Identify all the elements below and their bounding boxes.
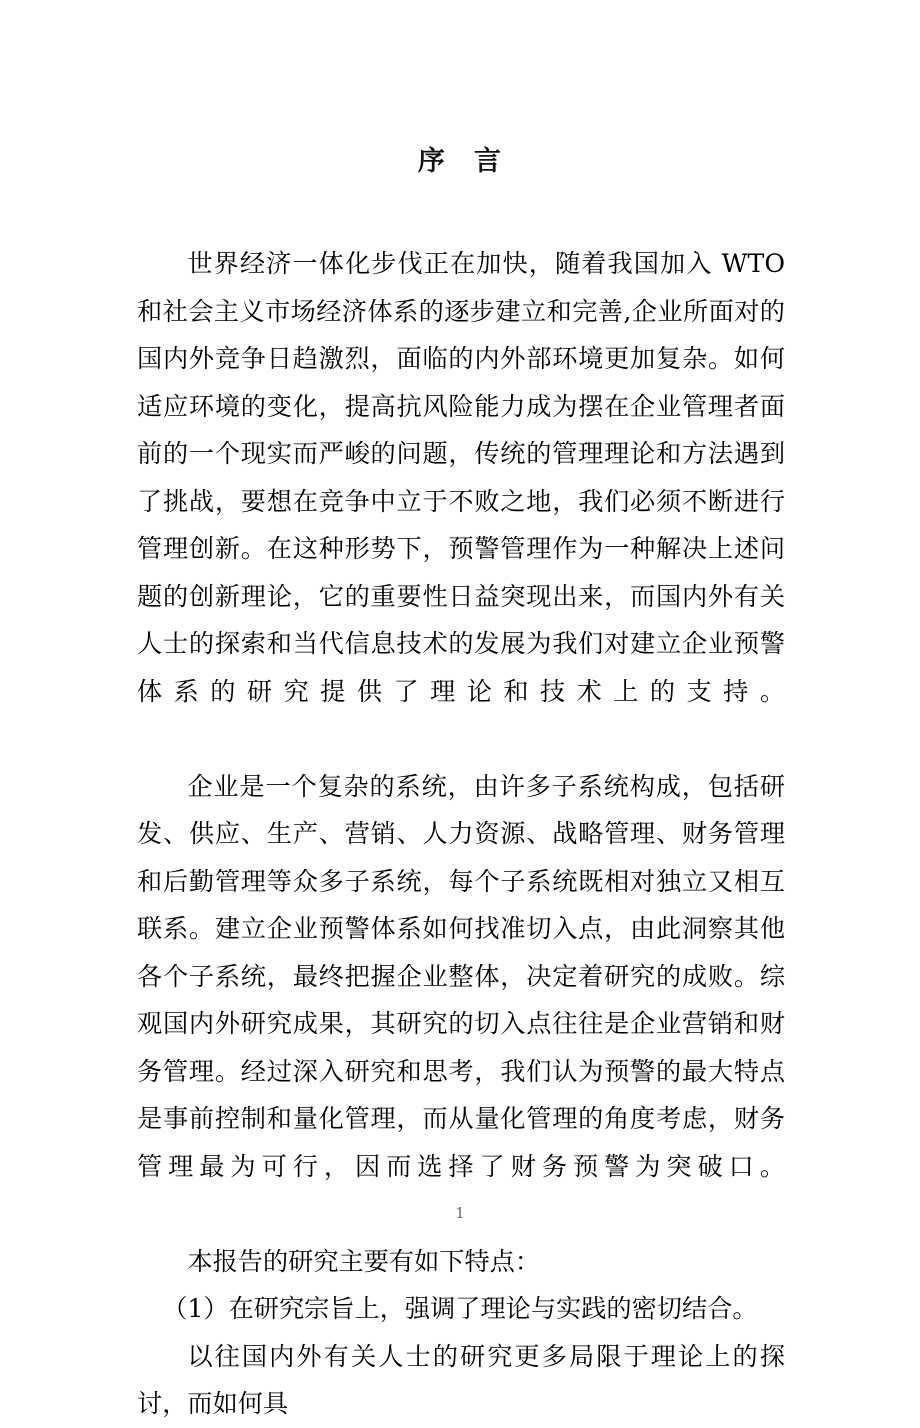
paragraph-5: 以往国内外有关人士的研究更多局限于理论上的探讨，而如何具 [137, 1341, 785, 1418]
page-title: 序 言 [417, 146, 503, 177]
paragraph-2: 企业是一个复杂的系统，由许多子系统构成，包括研发、供应、生产、营销、人力资源、战略管理、财务管理和后勤管理等众多子系统，每个子系统既相对独立又相互联系。建立企业预警体系如何找准切入点，由此洞察其他各个子系统，最终把握企业整体，决定着研究的成败。综观国内外研究成果，其研究的切入点往往是企业营销和财务管理。经过深入研究和思考，我们认为预警的最大特点是事前控制和量化管理，而从量化管理的角度考虑，财务管理最为可行，因而选择了财务预警为突破口。 [137, 771, 785, 1181]
paragraph-3-intro: 本报告的研究主要有如下特点： [187, 1246, 541, 1276]
paragraph-4-list-item-1: （1）在研究宗旨上，强调了理论与实践的密切结合。 [162, 1294, 758, 1323]
page-number: 1 [455, 1204, 465, 1222]
paragraph-1: 世界经济一体化步伐正在加快，随着我国加入 WTO 和社会主义市场经济体系的逐步建立和完善,企业所面对的国内外竞争日趋激烈，面临的内外部环境更加复杂。如何适应环境的变化，提高抗风险能力成为摆在企业管理者面前的一个现实而严峻的问题，传统的管理理论和方法遇到了挑战，要想在竞争中立于不败之地，我们必须不断进行管理创新。在这种形势下，预警管理作为一种解决上述问题的创新理论，它的重要性日益突现出来，而国内外有关人士的探索和当代信息技术的发展为我们对建立企业预警体系的研究提供了理论和技术上的支持。 [137, 249, 785, 706]
document-body [137, 240, 785, 1428]
